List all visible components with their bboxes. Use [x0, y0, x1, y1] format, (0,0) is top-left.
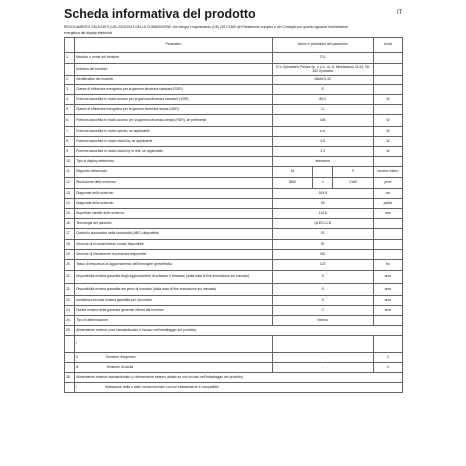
parameter-value: QLED LCD — [272, 219, 373, 229]
parameter-value: 120 — [272, 260, 373, 271]
table-row — [65, 85, 403, 95]
output-voltage-value: - — [272, 363, 373, 373]
table-row — [65, 284, 403, 296]
page-title: Scheda informativa del prodotto — [64, 7, 256, 21]
row-number: 13. — [65, 189, 75, 199]
table-row — [65, 167, 403, 178]
parameter-unit — [373, 219, 402, 229]
parameter-value: TCL Operations Polska Sp. z o.o., ul. A. Mickiewicza 31/41, 96-300 Żyrardów — [272, 64, 373, 76]
regulation-intro: REGOLAMENTO DELEGATO (UE) 2019/2013 DELLA COMMISSIONE che integra il regolamento (UE) 2017/1369 del Parlamento europeo e del Consiglio per quanto riguarda l'etichettatura energetica dei display elettronici — [64, 25, 348, 35]
parameter-value: TCL — [272, 53, 373, 64]
row-number: 20. — [65, 260, 75, 271]
sub-index: ii — [76, 354, 78, 359]
parameter-label: Identificativo del modello — [75, 76, 273, 85]
parameter-unit — [373, 64, 402, 76]
parameter-unit: anni — [373, 271, 402, 284]
empty-cell — [65, 363, 75, 373]
parameter-value: 0,5 — [272, 137, 373, 147]
parameter-value: SI — [272, 240, 373, 250]
parameter-unit: W — [373, 127, 402, 137]
row-number: 12. — [65, 178, 75, 189]
parameter-label: Classe di efficienza energetica per la gamma dinamica standard (SDR) — [75, 85, 273, 95]
parameter-value: 8 — [272, 296, 373, 306]
row-number: 22. — [65, 284, 75, 296]
row-number: 4. — [65, 95, 75, 105]
row-number: 26. — [65, 373, 75, 383]
table-row — [65, 105, 403, 115]
parameter-value: 166 — [272, 115, 373, 127]
header-value: Valore e precisione del parametro — [272, 38, 373, 53]
parameter-unit: W — [373, 115, 402, 127]
row-number: 23. — [65, 296, 75, 306]
parameter-label: Tasso di frequenza di aggiornamento dell'immagine (predefinito) — [75, 260, 273, 271]
row-number: 9. — [65, 147, 75, 157]
parameter-unit: anni — [373, 296, 402, 306]
parameter-unit: pollici — [373, 199, 402, 209]
parameter-value: 2 — [272, 306, 373, 316]
parameter-label: Tipo di alimentazione — [75, 316, 273, 326]
parameter-unit: anni — [373, 306, 402, 316]
parameter-unit: W — [373, 137, 402, 147]
table-row — [65, 373, 403, 383]
parameter-label: Potenza assorbita in modo stand-by in rete, se applicabile — [75, 147, 273, 157]
table-row — [65, 326, 403, 336]
parameter-unit — [373, 240, 402, 250]
parameter-value: Interno — [272, 316, 373, 326]
parameter-label: Alimentatore esterno (non standardizzato e incluso nell'imballaggio del prodotto) — [75, 326, 403, 336]
sub-index: i — [75, 336, 273, 353]
row-number: 3. — [65, 85, 75, 95]
parameter-label: Disponibilità minima garantita degli aggiornamenti di software e firmware (dalla data di fine immissione sul mercato) — [75, 271, 273, 284]
table-row — [65, 76, 403, 85]
parameter-unit — [373, 76, 402, 85]
parameter-label: Risoluzione dello schermo — [75, 178, 273, 189]
table-row — [65, 260, 403, 271]
output-voltage-cell — [75, 363, 273, 373]
table-row — [65, 383, 403, 393]
parameter-label: Durata minima della garanzia generale offerta dal fornitore — [75, 306, 273, 316]
parameter-unit — [373, 316, 402, 326]
table-row — [65, 95, 403, 105]
empty-cell — [373, 336, 402, 353]
value-separator: x — [313, 178, 333, 189]
row-number: 19. — [65, 250, 75, 260]
parameter-table — [64, 37, 403, 393]
standards-cell — [75, 383, 403, 393]
parameter-value: E — [272, 85, 373, 95]
table-row — [65, 306, 403, 316]
parameter-label: Tecnologia del pannello — [75, 219, 273, 229]
parameter-label: Disponibilità minima garantita dei pezzi di ricambio (dalla data di fine immissione sul mercato) — [75, 284, 273, 296]
table-row — [65, 336, 403, 353]
parameter-label: Potenza assorbita in modo acceso per la gamma dinamica standard (SDR) — [75, 95, 273, 105]
table-row — [65, 250, 403, 260]
row-number: 21. — [65, 271, 75, 284]
table-row — [65, 271, 403, 284]
table-row — [65, 64, 403, 76]
parameter-unit — [373, 53, 402, 64]
parameter-unit: cm — [373, 189, 402, 199]
parameter-label: Potenza assorbita in modo acceso per la gamma dinamica ampia (HDR), se pertinente — [75, 115, 273, 127]
header-parameter: Parametro — [75, 38, 273, 53]
parameter-value: 8 — [272, 284, 373, 296]
table-row — [65, 240, 403, 250]
standards-label: Indicazione della o delle norme tecniche con cui l'alimentatore è compatibile — [104, 384, 219, 389]
parameter-label: Diagonale dello schermo — [75, 199, 273, 209]
parameter-unit — [373, 229, 402, 240]
parameter-unit: dm² — [373, 209, 402, 219]
parameter-unit: W — [373, 147, 402, 157]
output-voltage-label: Tensione di uscita — [106, 364, 134, 369]
parameter-unit: Hz — [373, 260, 402, 271]
row-number: 14. — [65, 199, 75, 209]
parameter-label: Potenza assorbita in modo stand-by, se applicabile — [75, 137, 273, 147]
empty-cell — [272, 336, 373, 353]
input-voltage-value: - — [272, 353, 373, 363]
table-row — [65, 209, 403, 219]
row-number: 17. — [65, 229, 75, 240]
table-row — [65, 147, 403, 157]
parameter-unit: pixel — [373, 178, 402, 189]
parameter-label: Marchio o nome del fornitore — [75, 53, 273, 64]
parameter-value: 2,0 — [272, 147, 373, 157]
input-voltage-unit: V — [373, 353, 402, 363]
parameter-label: Sensore di riconoscimento vocale disponibile — [75, 240, 273, 250]
table-row — [65, 127, 403, 137]
row-number: 10. — [65, 157, 75, 167]
row-number: 8. — [65, 137, 75, 147]
table-row — [65, 53, 403, 64]
table-row — [65, 199, 403, 209]
parameter-value: 65MA7L43 — [272, 76, 373, 85]
parameter-unit — [373, 250, 402, 260]
table-row — [65, 115, 403, 127]
table-row — [65, 353, 403, 363]
parameter-label: Classe di efficienza energetica per la gamma dinamica ampia (HDR) — [75, 105, 273, 115]
parameter-value: G — [272, 105, 373, 115]
parameter-unit: numero intero — [373, 167, 402, 178]
input-voltage-cell — [75, 353, 273, 363]
value-a: 3840 — [272, 178, 312, 189]
row-number: 7. — [65, 127, 75, 137]
parameter-label: Sensore di rilevamento di presenza disponibile — [75, 250, 273, 260]
parameter-value: televisore — [272, 157, 373, 167]
value-a: 16 — [272, 167, 312, 178]
row-number: 6. — [65, 115, 75, 127]
empty-cell — [65, 383, 75, 393]
parameter-value: NO — [272, 250, 373, 260]
parameter-label: Assistenza tecnica minima garantita per il prodotto — [75, 296, 273, 306]
parameter-label: Superficie visibile dello schermo — [75, 209, 273, 219]
sub-index: i — [76, 384, 77, 389]
parameter-label: Controllo automatico della luminosità (ABC) disponibile — [75, 229, 273, 240]
row-number: 15. — [65, 209, 75, 219]
row-number — [65, 64, 75, 76]
parameter-unit — [373, 157, 402, 167]
parameter-label: Alimentatore esterno standardizzato (o alimentatore esterno adatto se non incluso nell'imballaggio del prodotto) — [75, 373, 403, 383]
table-header — [65, 38, 403, 53]
table-row — [65, 363, 403, 373]
parameter-label: Rapporto dimensioni — [75, 167, 273, 178]
value-b: 2160 — [333, 178, 373, 189]
parameter-unit: anni — [373, 284, 402, 296]
table-row — [65, 178, 403, 189]
row-number: 11. — [65, 167, 75, 178]
table-row — [65, 296, 403, 306]
parameter-value: 8 — [272, 271, 373, 284]
parameter-unit: W — [373, 95, 402, 105]
parameter-value: 114,8 — [272, 209, 373, 219]
table-row — [65, 189, 403, 199]
input-voltage-label: Tensione d'ingresso — [105, 354, 136, 359]
row-number: 1. — [65, 53, 75, 64]
parameter-value: n.a. — [272, 127, 373, 137]
value-b: 9 — [333, 167, 373, 178]
row-number: 16. — [65, 219, 75, 229]
parameter-unit — [373, 105, 402, 115]
row-number: 25. — [65, 326, 75, 336]
table-row — [65, 316, 403, 326]
parameter-label: Diagonale dello schermo — [75, 189, 273, 199]
header-unit: Unità — [373, 38, 402, 53]
row-number: 24. — [65, 306, 75, 316]
parameter-label: Potenza assorbita in modo spento, se applicabile — [75, 127, 273, 137]
table-row — [65, 219, 403, 229]
language-code: IT — [397, 10, 403, 16]
parameter-unit — [373, 85, 402, 95]
parameter-label: Tipo di display elettronico — [75, 157, 273, 167]
row-number: 18. — [65, 240, 75, 250]
table-row — [65, 137, 403, 147]
parameter-label: Indirizzo del fornitore — [75, 64, 273, 76]
sub-index: iii — [76, 364, 79, 369]
table-row — [65, 229, 403, 240]
value-separator: : — [313, 167, 333, 178]
table-row — [65, 157, 403, 167]
empty-cell — [65, 353, 75, 363]
parameter-value: 85,0 — [272, 95, 373, 105]
empty-cell — [65, 336, 75, 353]
parameter-value: SI — [272, 229, 373, 240]
row-number: 5. — [65, 105, 75, 115]
row-number: 2. — [65, 76, 75, 85]
output-voltage-unit: V — [373, 363, 402, 373]
row-number: 24. — [65, 316, 75, 326]
parameter-value: 163,9 — [272, 189, 373, 199]
parameter-value: 65 — [272, 199, 373, 209]
